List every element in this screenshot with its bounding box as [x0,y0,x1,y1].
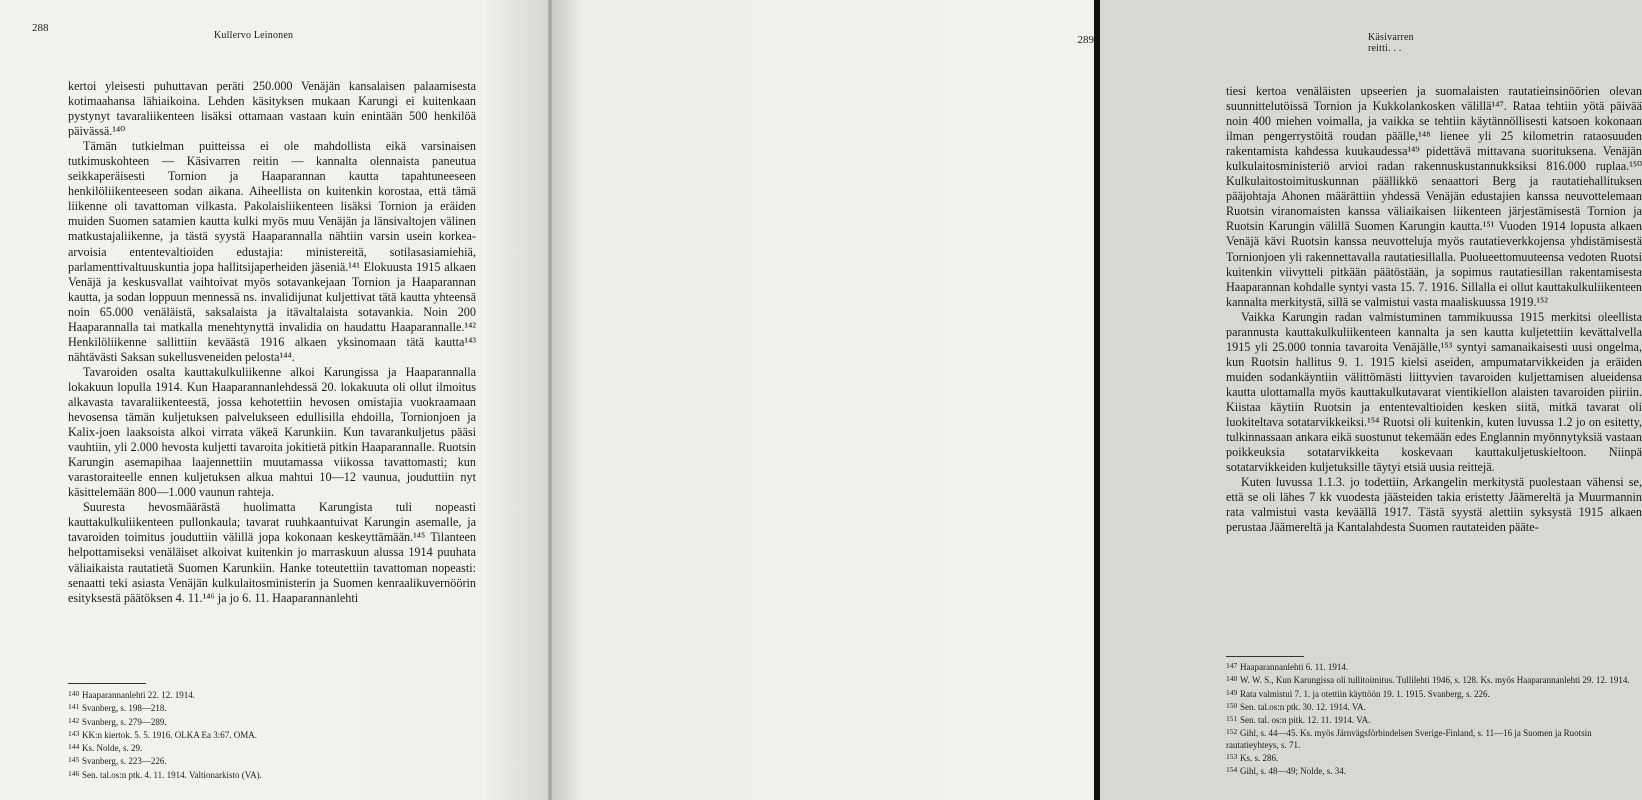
left-page [0,0,550,800]
footnote: 146 Sen. tal.os:n ptk. 4. 11. 1914. Valtionarkisto (VA). [68,768,262,780]
paragraph: tiesi kertoa venäläisten upseerien ja suomalaisten rautatieinsinöörien olevan suunnittelutöissä Tornion ja Kukkolankosken välillä¹⁴⁷. Rataa tehtiin yötä päivää noin 400 miehen voimalla, ja vaikka se tehtiin käytännöllisesti katsoen kokonaan ilman pengerrystöitä roudan päälle,¹⁴⁸ lienee yli 25 kilometrin rataosuuden rakentamista kahdessa kuukaudessa¹⁴⁹ pidettävä mittavana suorituksena. Venäjän kulkulaitosministeriö arvioi radan rakennuskustannukksiksi 816.000 ruplaa.¹⁵⁰ Kulkulaitostoimituskunnan päällikkö senaattori Berg ja rautatiehallituksen pääjohtaja Ahonen määrättiin yhdessä Venäjän edustajien kanssa neuvottelemaan Ruotsin viranomaisten kanssa väliaikaisen liikenteen järjestämisestä Tornion ja Ruotsin Karungin välillä Suomen Karungin kautta.¹⁵¹ Vuoden 1914 lopusta alkaen Venäjä kävi Ruotsin kanssa neuvotteluja myös rautatieverkkojensa yhdistämisestä Tornionjoen yli rakennettavalla rautatiesillalla. Puolueettomuuteensa vedoten Ruotsi kuitenkin viivytteli pitkään päätöstään, ja sopimus rautatiesillan rakentamisesta Haaparannan kohdalle syntyi vasta 15. 7. 1916. Sillalla ei ollut kauttakulkuliikenteen kannalta merkitystä, sillä se valmistui vasta maaliskuussa 1919.¹⁵² [1226,84,1642,309]
right-body-text [1226,84,1642,535]
right-footnotes [1226,660,1642,778]
footnote: 153 Ks. s. 286. [1226,752,1279,764]
footnote: 140 Haaparannanlehti 22. 12. 1914. [68,689,195,700]
footnote: 144 Ks. Nolde, s. 29. [68,742,143,754]
left-body-text [68,79,476,606]
running-head-left: Kullervo Leinonen [214,30,294,41]
running-head-right: Käsivarren reitti. . . [1368,32,1414,54]
paragraph: Suuresta hevosmäärästä huolimatta Karungista tuli nopeasti kauttakulkuliikenteen pullonkaula; tavarat ruuhkaantuivat Karungin asemalle, ja tavaroiden toimitus jouduttiin välillä jopa kokonaan keskeyttämään.¹⁴⁵ Tilanteen helpottamiseksi venäläiset alkoivat kuitenkin jo marraskuun alussa 1914 puuhata väliaikaista rautatietä Suomen Karunkiin. Hanke toteutettiin tavattoman nopeasti: senaatti teki asiasta Venäjän kulkulaitosministerin ja Suomen kenraalikuvernöörin esityksestä päätöksen 4. 11.¹⁴⁶ ja jo 6. 11. Haaparannanlehti [68,500,476,605]
paragraph: kertoi yleisesti puhuttavan peräti 250.000 Venäjän kansalaisen palaamisesta kotimaahansa lähiaikoina. Lehden käsityksen mukaan Karungi ei kuitenkaan pystynyt tavaraliikenteen lisäksi ottamaan vastaan kuin enintään 500 henkilöä päivässä.¹⁴⁰ [68,79,476,139]
footnote: 148 W. W. S., Kun Karungissa oli tullitoimitus. Tullilehti 1946, s. 128. Ks. myös Haaparannanlehti 29. 12. 1914. [1226,674,1630,686]
footnote: 145 Svanberg, s. 223—226. [68,755,167,767]
paragraph: Tavaroiden osalta kauttakulkuliikenne alkoi Karungissa ja Haaparannalla lokakuun lopulla 1914. Kun Haaparannanlehdessä 20. lokakuuta oli ollut ilmoitus alkavasta tavaraliikenteestä, jossa kehotettiin hevosen omistajia vuokraamaan hevosensa tämän kuljetuksen palvelukseen edullisilla ehdoilla, Tornionjoen ja Kalix-joen laaksoista alkoi virrata väkeä Karunkiin. Kun tavarankuljetus pääsi vauhtiin, yli 2.000 hevosta kuljetti tavaroita jokitietä pitkin Haaparannalle. Ruotsin Karungin asemapihaa laajennettiin muutamassa viikossa tavattomasti; kun varastoraiteelle ennen kuljetuksen alkua mahtui 10—12 vaunua, jouduttiin nyt käsittelemään 800—1.000 vaunun rahteja. [68,364,476,500]
paragraph: Kuten luvussa 1.1.3. jo todettiin, Arkangelin merkitystä puolestaan vähensi se, että se oli lähes 7 kk vuodesta jäästeiden takia eristetty Jäämereltä ja Muurmannin rata valmistui vasta keväällä 1917. Tästä syystä alettiin syksystä 1915 alkaen perustaa Jäämereltä ja Kantalahdesta Suomen rautateiden pääte- [1226,475,1642,535]
footnote: 152 Gihl, s. 44—45. Ks. myös Järnvägsförbindelsen Sverige-Finland, s. 11—16 ja Suomen ja Ruotsin rautatieyhteys, s. 71. [1226,727,1592,750]
footnote: 147 Haaparannanlehti 6. 11. 1914. [1226,661,1349,672]
paragraph: Vaikka Karungin radan valmistuminen tammikuussa 1915 merkitsi oleellista parannusta kauttakulkuliikenteen kannalta ja sen kautta kuljetettiin kevättalvella 1915 yli 25.000 tonnia tavaroita Venäjälle,¹⁵³ syntyi samanaikaisesti uusi ongelma, kun Ruotsin hallitus 9. 1. 1915 kielsi aseiden, ampumatarvikkeiden ja eräiden muiden sodankäyntiin välittömästi liittyvien tavaroiden kuljettamisen alueidensa kautta ulottamalla myös kauttakulkutavarat vientikiellon alaisten tavaroiden piiriin. Kiistaa käytiin Ruotsin ja ententevaltioiden kesken siitä, mitkä tavarat oli luokiteltava sotatarvikkeiksi.¹⁵⁴ Ruotsi oli kuitenkin, kuten luvussa 1.2 jo on esitetty, tulkinnassaan ankara eikä suostunut tekemään edes Englannin myönnytyksiä vastaan poikkeuksia sotatarvikkeita koskevaan kauttakuljetuskieltoon. Niinpä sotatarvikkeiden kuljetuksille täytyi etsiä uusia reittejä. [1226,309,1642,475]
footnote-rule [68,683,146,684]
book-gutter [548,0,552,800]
scan-edge [1094,0,1100,800]
page-number-right: 289 [1077,34,1094,46]
footnote: 154 Gihl, s. 48—49; Nolde, s. 34. [1226,765,1347,777]
footnote: 141 Svanberg, s. 198—218. [68,702,167,714]
page-number-left: 288 [32,22,49,34]
left-footnotes [68,688,476,781]
footnote: 151 Sen. tal. os:n pitk. 12. 11. 1914. VA. [1226,714,1371,726]
footnote-rule [1226,656,1304,657]
paragraph: Tämän tutkielman puitteissa ei ole mahdollista eikä varsinaisen tutkimuskohteen — Käsivarren reitin — kannalta olennaista paneutua seikkaperäisesti Tornion ja Haaparannan kautta tapahtuneeseen henkilöliikenteeseen sodan aikana. Aiheellista on kuitenkin korostaa, että tämä liikenne oli tavattoman vilkasta. Pakolaisliikenteen lisäksi Tornion ja eräiden muiden Suomen satamien kautta kulki myös muu Venäjän ja länsivaltojen välinen matkustajaliikenne, ja tästä syystä Haaparannalla nähtiin varsin usein korkea-arvoisia ententevaltioiden edustajia: ministereitä, sotilasasiamiehiä, parlamenttivaltuuskuntia jopa hallitsijaperheiden jäseniä.¹⁴¹ Elokuusta 1915 alkaen Venäjä ja keskusvallat vaihtoivat myös sotavankejaan Tornion ja Haaparannan kautta, ja sodan loppuun mennessä ns. invalidijunat kuljettivat tätä kautta yhteensä noin 65.000 venäläistä, saksalaista ja itävaltalaista sotavankia. Noin 200 Haaparannalla tai matkalla menehtynyttä invalidia on haudattu Haaparannalle.¹⁴² Henkilöliikenne sallittiin keväästä 1916 alkaen yksinomaan tätä kautta¹⁴³ nähtävästi Saksan sukellusveneiden pelosta¹⁴⁴. [68,139,476,364]
footnote: 143 KK:n kiertok. 5. 5. 1916. OLKA Ea 3:67. OMA. [68,728,257,740]
footnote: 150 Sen. tal.os:n ptk. 30. 12. 1914. VA. [1226,700,1366,712]
footnote: 142 Svanberg, s. 279—289. [68,715,167,727]
right-page [550,0,1642,800]
footnote: 149 Rata valmistui 7. 1. ja otettiin käyttöön 19. 1. 1915. Svanberg, s. 226. [1226,687,1490,699]
